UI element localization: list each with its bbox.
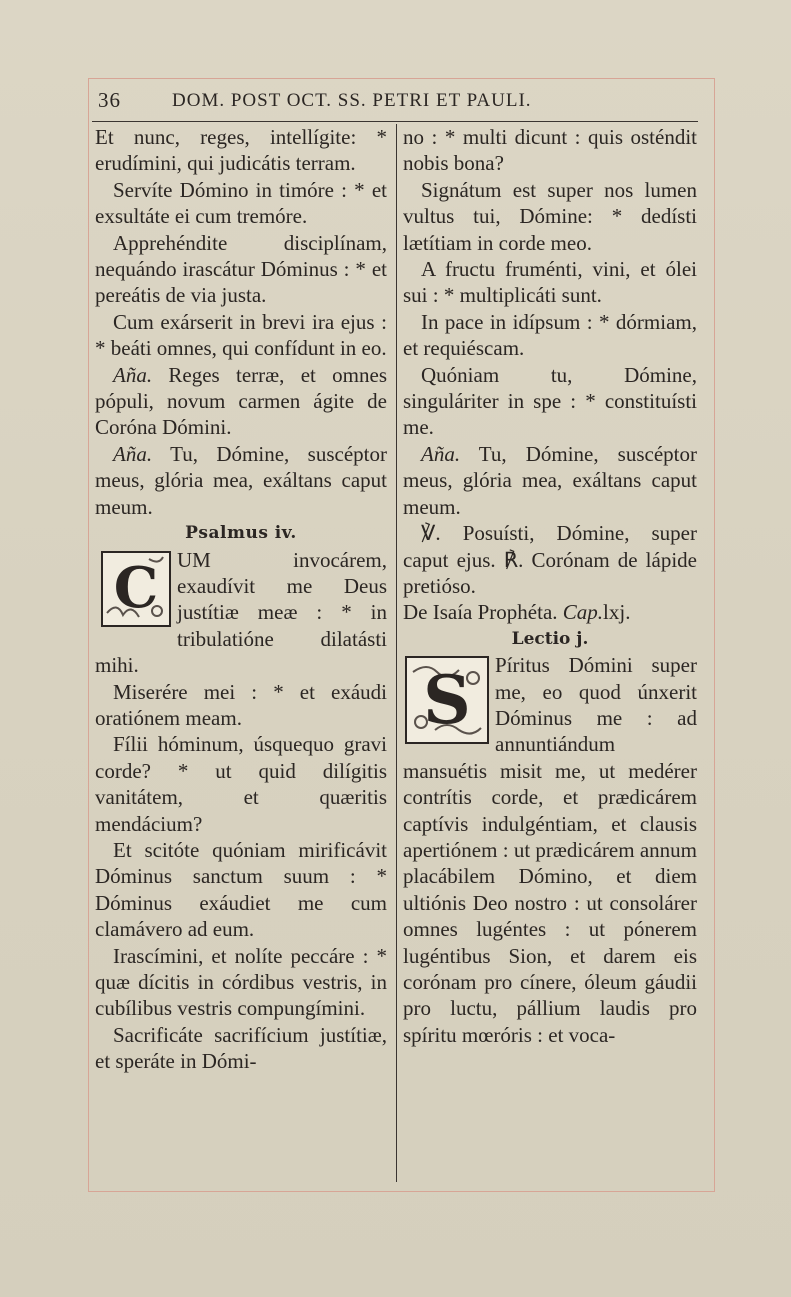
verse: Servíte Dómino in timóre : * et exsultáte ei cum tremóre. <box>95 177 387 229</box>
verse: Miserére mei : * et exáudi oratiónem meam. <box>95 679 387 730</box>
verse: Cum exárserit in brevi ira ejus : * beáti omnes, qui confídunt in eo. <box>95 309 387 361</box>
right-column <box>403 124 697 1048</box>
page-header <box>98 85 708 119</box>
verse: no : * multi dicunt : quis osténdit nobis bona? <box>403 125 697 176</box>
lectio-heading: Lectio j. <box>511 628 589 649</box>
red-rule-right <box>714 78 715 1191</box>
column-divider <box>396 124 397 1182</box>
verse: Et nunc, reges, intellígite: * erudímini, qui judicátis terram. <box>95 125 387 176</box>
reading-source-text: De Isaía Prophéta. <box>403 600 563 625</box>
antiphon-label: Aña. <box>421 441 461 466</box>
page-number: 36 <box>98 88 121 112</box>
antiphon-text: Reges terræ, et omnes pópuli, novum carmen ágite de Coróna Dómini. <box>95 362 387 440</box>
antiphon <box>95 441 387 520</box>
verse: UM invocárem, exaudívit me Deus justítiæ meæ : * in tribulatióne dilatásti mihi. <box>95 547 387 678</box>
psalm-heading: Psalmus iv. <box>185 523 297 544</box>
reading-text: Píritus Dómini super me, eo quod únxerit Dóminus me : ad annuntiándum mansuétis misit me, ut medérer contrítis corde, et prædicárem captívis indulgéntiam, et clausis apertiónem : ut prædicárem annum placábilem Dómino, et diem ultiónis Deo nostro : ut consolárer omnes lugéntes : ut pónerem lugéntibus Sion, et darem eis corónam pro cínere, óleum gáudii pro luctu, pállium laudis pro spíritu mœróris : et voca- <box>403 653 697 1047</box>
response-mark: ℟. <box>503 547 524 572</box>
antiphon-text: Tu, Dómine, suscéptor meus, glória mea, exáltans caput meum. <box>95 441 387 519</box>
versicle-mark: ℣. <box>421 521 441 546</box>
versicle-text: Posuísti, Dómine, super caput ejus. <box>403 521 697 572</box>
verse: Fílii hóminum, úsquequo gravi corde? * ut quid dilígitis vanitátem, et quæritis mendácium? <box>95 732 387 836</box>
verse: Irascímini, et nolíte peccáre : * quæ dícitis in córdibus vestris, in cubílibus vestris compungímini. <box>95 943 387 1021</box>
decorated-initial <box>101 551 171 627</box>
response-text: Corónam de lápide pretióso. <box>403 547 697 598</box>
verse: A fructu fruménti, vini, et ólei sui : * multiplicáti sunt. <box>403 257 697 308</box>
antiphon <box>95 362 387 441</box>
antiphon-text: Tu, Dómine, suscéptor meus, glória mea, exáltans caput meum. <box>403 441 697 519</box>
verse: Signátum est super nos lumen vultus tui, Dómine: * dedísti lætítiam in corde meo. <box>403 177 697 255</box>
verse: Quóniam tu, Dómine, singuláriter in spe : * constituísti me. <box>403 362 697 440</box>
verse: Et scitóte quóniam mirificávit Dóminus sanctum suum : * Dóminus exáudiet me cum clamávero ad eum. <box>95 837 387 942</box>
decorated-initial <box>405 656 489 744</box>
red-rule-bottom <box>88 1191 715 1192</box>
header-rule <box>92 121 698 122</box>
antiphon-label: Aña. <box>113 441 153 466</box>
red-rule-left <box>88 78 89 1191</box>
reading-ref-label: Cap. <box>562 600 604 625</box>
verse: In pace in idípsum : * dórmiam, et requiéscam. <box>403 309 697 361</box>
verse: Sacrificáte sacrifícium justítiæ, et speráte in Dómi- <box>95 1022 387 1074</box>
initial-letter: C <box>113 555 159 622</box>
antiphon <box>403 441 697 520</box>
antiphon-label: Aña. <box>113 362 153 387</box>
reading-source <box>403 599 697 625</box>
running-title: DOM. POST OCT. SS. PETRI ET PAULI. <box>172 90 532 111</box>
left-column <box>95 124 387 1075</box>
versicle-response <box>403 520 697 599</box>
initial-letter: S <box>423 660 471 739</box>
verse: Apprehéndite disciplínam, nequándo irascátur Dóminus : * et pereátis de via justa. <box>95 230 387 308</box>
red-rule-top <box>88 78 715 79</box>
reading-ref: lxj. <box>603 600 631 625</box>
